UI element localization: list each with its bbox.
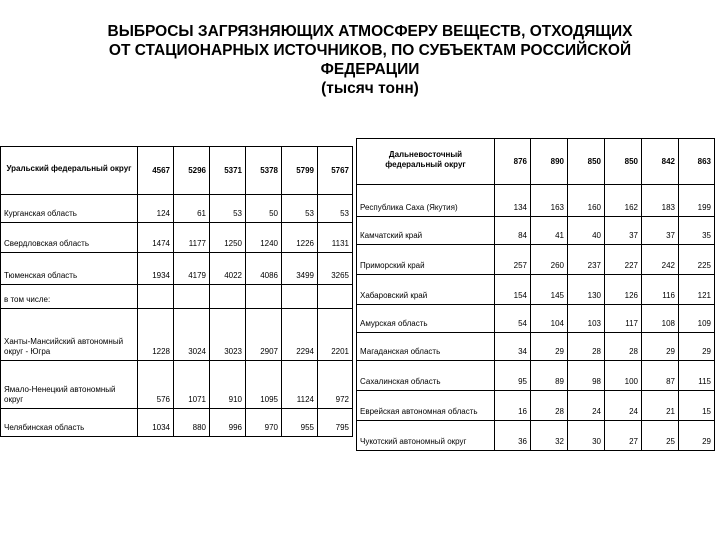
- value-cell: 850: [605, 139, 642, 185]
- value-cell: 242: [642, 245, 679, 275]
- value-cell: 1095: [246, 361, 282, 409]
- value-cell: 996: [210, 409, 246, 437]
- ural-district-table: [0, 146, 353, 437]
- region-name-cell: Республика Саха (Якутия): [357, 185, 495, 217]
- far-east-district-table: [356, 138, 715, 451]
- region-name-cell: Амурская область: [357, 305, 495, 333]
- value-cell: [174, 285, 210, 309]
- value-cell: 104: [531, 305, 568, 333]
- table-row: [357, 305, 715, 333]
- value-cell: 3023: [210, 309, 246, 361]
- value-cell: 24: [605, 391, 642, 421]
- value-cell: 28: [605, 333, 642, 361]
- table-row: [357, 245, 715, 275]
- value-cell: 1131: [318, 223, 353, 253]
- title-line-3: ФЕДЕРАЦИИ: [320, 61, 420, 78]
- value-cell: 955: [282, 409, 318, 437]
- value-cell: 100: [605, 361, 642, 391]
- table-row: [357, 421, 715, 451]
- value-cell: 29: [642, 333, 679, 361]
- value-cell: 5767: [318, 147, 353, 195]
- value-cell: 36: [495, 421, 531, 451]
- region-name-cell: Челябинская область: [1, 409, 138, 437]
- region-name-cell: Уральский федеральный округ: [1, 147, 138, 195]
- value-cell: 3265: [318, 253, 353, 285]
- value-cell: 54: [495, 305, 531, 333]
- value-cell: 109: [679, 305, 715, 333]
- table-row: [1, 195, 353, 223]
- value-cell: 37: [642, 217, 679, 245]
- value-cell: 154: [495, 275, 531, 305]
- value-cell: 842: [642, 139, 679, 185]
- table-row: [357, 361, 715, 391]
- region-name-cell: Камчатский край: [357, 217, 495, 245]
- value-cell: 2294: [282, 309, 318, 361]
- value-cell: 29: [531, 333, 568, 361]
- region-name-cell: Тюменская область: [1, 253, 138, 285]
- table-header-row: [357, 139, 715, 185]
- value-cell: 95: [495, 361, 531, 391]
- value-cell: 24: [568, 391, 605, 421]
- value-cell: 183: [642, 185, 679, 217]
- value-cell: [246, 285, 282, 309]
- region-name-cell: Еврейская автономная область: [357, 391, 495, 421]
- value-cell: 117: [605, 305, 642, 333]
- value-cell: 28: [531, 391, 568, 421]
- value-cell: 115: [679, 361, 715, 391]
- value-cell: 21: [642, 391, 679, 421]
- value-cell: 124: [138, 195, 174, 223]
- table-row: [1, 409, 353, 437]
- value-cell: 972: [318, 361, 353, 409]
- value-cell: 1071: [174, 361, 210, 409]
- value-cell: 2201: [318, 309, 353, 361]
- value-cell: 15: [679, 391, 715, 421]
- value-cell: 1124: [282, 361, 318, 409]
- value-cell: 50: [246, 195, 282, 223]
- value-cell: 32: [531, 421, 568, 451]
- value-cell: 103: [568, 305, 605, 333]
- value-cell: 257: [495, 245, 531, 275]
- value-cell: [318, 285, 353, 309]
- title-line-1: ВЫБРОСЫ ЗАГРЯЗНЯЮЩИХ АТМОСФЕРУ ВЕЩЕСТВ, ОТХОДЯЩИХ: [107, 23, 633, 40]
- value-cell: 130: [568, 275, 605, 305]
- region-name-cell: Приморский край: [357, 245, 495, 275]
- table-header-row: [1, 147, 353, 195]
- value-cell: 237: [568, 245, 605, 275]
- table-row: [1, 223, 353, 253]
- value-cell: 40: [568, 217, 605, 245]
- table-row: [1, 253, 353, 285]
- value-cell: 160: [568, 185, 605, 217]
- value-cell: 34: [495, 333, 531, 361]
- value-cell: 134: [495, 185, 531, 217]
- table-row: [1, 285, 353, 309]
- value-cell: 3024: [174, 309, 210, 361]
- value-cell: 1177: [174, 223, 210, 253]
- table-row: [357, 185, 715, 217]
- region-name-cell: Ямало-Ненецкий автономный округ: [1, 361, 138, 409]
- value-cell: 5378: [246, 147, 282, 195]
- region-name-cell: Хабаровский край: [357, 275, 495, 305]
- value-cell: 910: [210, 361, 246, 409]
- value-cell: 35: [679, 217, 715, 245]
- value-cell: 5371: [210, 147, 246, 195]
- value-cell: [210, 285, 246, 309]
- value-cell: 126: [605, 275, 642, 305]
- value-cell: 84: [495, 217, 531, 245]
- value-cell: 5296: [174, 147, 210, 195]
- value-cell: 4567: [138, 147, 174, 195]
- region-name-cell: Дальневосточный федеральный округ: [357, 139, 495, 185]
- table-row: [1, 309, 353, 361]
- value-cell: 87: [642, 361, 679, 391]
- title-line-2: ОТ СТАЦИОНАРНЫХ ИСТОЧНИКОВ, ПО СУБЪЕКТАМ РОССИЙСКОЙ: [108, 42, 632, 59]
- value-cell: 28: [568, 333, 605, 361]
- table-row: [1, 361, 353, 409]
- region-name-cell: Чукотский автономный округ: [357, 421, 495, 451]
- value-cell: 162: [605, 185, 642, 217]
- value-cell: 145: [531, 275, 568, 305]
- region-name-cell: Свердловская область: [1, 223, 138, 253]
- value-cell: 1934: [138, 253, 174, 285]
- value-cell: 1034: [138, 409, 174, 437]
- value-cell: 5799: [282, 147, 318, 195]
- value-cell: 53: [282, 195, 318, 223]
- value-cell: 890: [531, 139, 568, 185]
- value-cell: 850: [568, 139, 605, 185]
- value-cell: 3499: [282, 253, 318, 285]
- region-name-cell: в том числе:: [1, 285, 138, 309]
- value-cell: 199: [679, 185, 715, 217]
- value-cell: 121: [679, 275, 715, 305]
- value-cell: 116: [642, 275, 679, 305]
- value-cell: 27: [605, 421, 642, 451]
- value-cell: 25: [642, 421, 679, 451]
- region-name-cell: Магаданская область: [357, 333, 495, 361]
- value-cell: 29: [679, 333, 715, 361]
- value-cell: 163: [531, 185, 568, 217]
- value-cell: 876: [495, 139, 531, 185]
- value-cell: 98: [568, 361, 605, 391]
- value-cell: 227: [605, 245, 642, 275]
- value-cell: 29: [679, 421, 715, 451]
- value-cell: 4022: [210, 253, 246, 285]
- table-row: [357, 217, 715, 245]
- value-cell: [282, 285, 318, 309]
- page-title: [70, 22, 670, 98]
- value-cell: [138, 285, 174, 309]
- region-name-cell: Сахалинская область: [357, 361, 495, 391]
- value-cell: 89: [531, 361, 568, 391]
- value-cell: 37: [605, 217, 642, 245]
- table-row: [357, 391, 715, 421]
- value-cell: 1226: [282, 223, 318, 253]
- value-cell: 863: [679, 139, 715, 185]
- value-cell: 30: [568, 421, 605, 451]
- value-cell: 576: [138, 361, 174, 409]
- value-cell: 108: [642, 305, 679, 333]
- value-cell: 61: [174, 195, 210, 223]
- value-cell: 53: [210, 195, 246, 223]
- title-units: (тысяч тонн): [321, 80, 419, 97]
- value-cell: 41: [531, 217, 568, 245]
- table-row: [357, 333, 715, 361]
- value-cell: 225: [679, 245, 715, 275]
- value-cell: 2907: [246, 309, 282, 361]
- value-cell: 4179: [174, 253, 210, 285]
- table-row: [357, 275, 715, 305]
- value-cell: 1240: [246, 223, 282, 253]
- value-cell: 1228: [138, 309, 174, 361]
- value-cell: 970: [246, 409, 282, 437]
- value-cell: 1474: [138, 223, 174, 253]
- value-cell: 53: [318, 195, 353, 223]
- region-name-cell: Ханты-Мансийский автономный округ - Югра: [1, 309, 138, 361]
- value-cell: 880: [174, 409, 210, 437]
- value-cell: 4086: [246, 253, 282, 285]
- value-cell: 260: [531, 245, 568, 275]
- value-cell: 1250: [210, 223, 246, 253]
- value-cell: 16: [495, 391, 531, 421]
- region-name-cell: Курганская область: [1, 195, 138, 223]
- value-cell: 795: [318, 409, 353, 437]
